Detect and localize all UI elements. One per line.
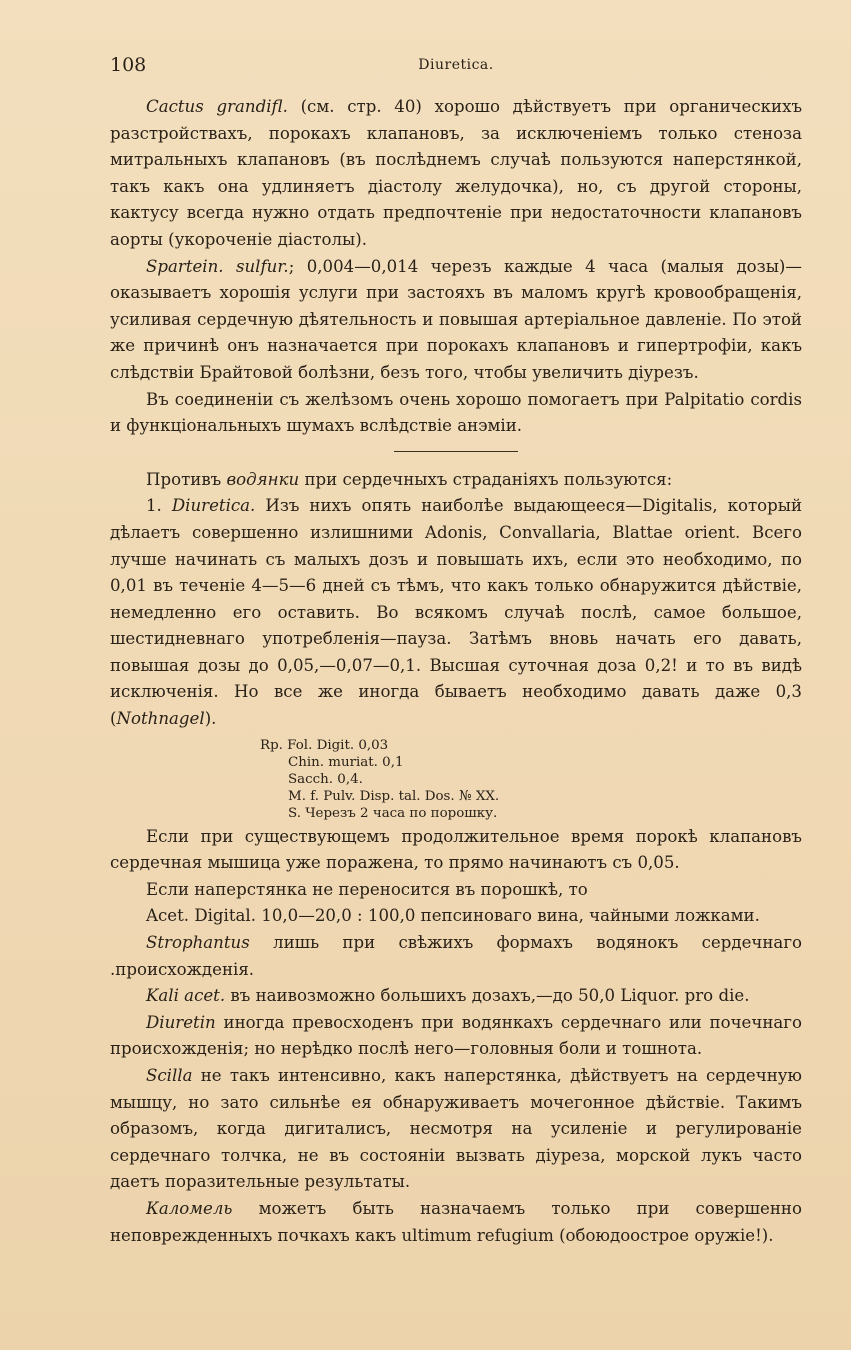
paragraph-diuretin [110, 1010, 802, 1063]
paragraph-text: Изъ нихъ опять наиболѣе выдающееся—Digitalis, который дѣлаетъ совершенно излишними Adonis, Convallaria, Blattae orient. Всего лучше начинать съ малыхъ дозъ и повышать ихъ, если это необходимо, по 0,01 въ теченіе 4—5—6 дней съ тѣмъ, что какъ только обнаружится дѣйствіе, немедленно его оставить. Во всякомъ случаѣ послѣ, самое большое, шестидневнаго употребленія—пауза. Затѣмъ вновь начать его давать, повышая дозы до 0,05,—0,07—0,1. Высшая суточная доза 0,2! и то въ видѣ исключенія. Но все же иногда бываетъ необходимо давать даже 0,3 ( [110, 496, 803, 729]
paragraph-text: въ наивозможно большихъ дозахъ,—до 50,0 Liquor. pro die. [225, 986, 750, 1006]
prescription-line: M. f. Pulv. Disp. tal. Dos. № XX. [288, 788, 500, 804]
paragraph-text: Acet. Digital. 10,0—20,0 : 100,0 пепсиноваго вина, чайными ложками. [146, 906, 760, 926]
paragraph-spartein [110, 254, 802, 387]
drug-name-strophantus: Strophantus [146, 933, 250, 953]
paragraph-powder [110, 877, 802, 904]
page-number: 108 [110, 54, 147, 76]
author-name: Nothnagel [116, 709, 205, 729]
paragraph-text: Въ соединеніи съ желѣзомъ очень хорошо помогаетъ при Palpitatio cordis и функціональныхъ шумахъ вслѣдствіе анэміи. [110, 389, 802, 436]
running-title: Diuretica. [418, 57, 494, 73]
prescription-line: Rp. Fol. Digit. 0,03 [260, 737, 389, 753]
prescription [260, 737, 802, 822]
drug-name-calomel: Каломель [146, 1198, 233, 1218]
page-body [110, 94, 802, 1249]
prescription-line: Chin. muriat. 0,1 [288, 754, 404, 770]
drug-name-spartein: Spartein. sulfur. [146, 256, 289, 276]
paragraph-dropsy-intro [110, 467, 802, 494]
paragraph-strophantus [110, 930, 802, 983]
paragraph-acet [110, 903, 802, 930]
paragraph-kali [110, 983, 802, 1010]
paragraph-cactus [110, 94, 802, 254]
term-diuretica: Diuretica. [171, 496, 256, 516]
paragraph-text: лишь при свѣжихъ формахъ водянокъ сердечнаго .происхожденія. [110, 933, 802, 979]
paragraph-text: Если при существующемъ продолжительное время порокѣ клапановъ сердечная мышица уже поражена, то прямо начинаютъ съ 0,05. [110, 826, 802, 873]
paragraph-text: Если наперстянка не переносится въ порошкѣ, то [146, 879, 588, 899]
paragraph-text: при сердечныхъ страданіяхъ пользуются: [299, 469, 673, 489]
paragraph-text: (см. стр. 40) хорошо дѣйствуетъ при органическихъ разстройствахъ, порокахъ клапановъ, за исключеніемъ только стеноза митральныхъ клапановъ (въ послѣднемъ случаѣ пользуются наперстянкой, такъ какъ она удлиняетъ діастолу желудочка), но, съ другой стороны, кактусу всегда нужно отдать предпочтеніе при недостаточности клапановъ аорты (укороченіе діастолы). [110, 97, 803, 249]
drug-name-scilla: Scilla [146, 1066, 193, 1085]
term-vodyanka: водянки [226, 469, 300, 489]
paragraph-diuretica [110, 493, 802, 732]
paragraph-calomel [110, 1196, 802, 1249]
paragraph-text: ; 0,004—0,014 черезъ каждые 4 часа (малыя дозы)— оказываетъ хорошія услуги при застояхъ въ маломъ кругѣ кровообращенія, усиливая сердечную дѣятельность и повышая артеріальное давленіе. По этой же причинѣ онъ назначается при порокахъ клапановъ и гипертрофіи, какъ слѣдствіи Брайтовой болѣзни, безъ того, чтобы увеличить діурезъ. [110, 256, 802, 382]
prescription-line: Sacch. 0,4. [288, 771, 363, 787]
section-separator [394, 451, 518, 452]
page-header [110, 54, 802, 82]
item-number: 1. [146, 496, 172, 516]
paragraph-text: Противъ [146, 469, 227, 489]
drug-name-kali: Kali acet. [146, 986, 226, 1006]
paragraph-scilla [110, 1063, 802, 1196]
paragraph-text: можетъ быть назначаемъ только при совершенно неповрежденныхъ почкахъ какъ ultimum refugium (обоюдоострое оружіе!). [110, 1198, 802, 1245]
prescription-line: S. Черезъ 2 часа по порошку. [288, 805, 498, 821]
paragraph-existing [110, 824, 802, 877]
drug-name-cactus: Cactus grandifl. [146, 97, 288, 116]
paragraph-text: не такъ интенсивно, какъ наперстянка, дѣйствуетъ на сердечную мышцу, но зато сильнѣе ея обнаруживаетъ мочегонное дѣйствіе. Такимъ образомъ, когда дигиталисъ, несмотря на усиленіе и регулированіе сердечнаго толчка, не въ состояніи вызвать діуреза, морской лукъ часто даетъ поразительные результаты. [110, 1066, 802, 1192]
paragraph-text: ). [204, 709, 217, 729]
paragraph-text: иногда превосходенъ при водянкахъ сердечнаго или почечнаго происхожденія; но нерѣдко послѣ него—головныя боли и тошнота. [110, 1012, 802, 1059]
drug-name-diuretin: Diuretin [146, 1012, 216, 1032]
paragraph-iron [110, 387, 802, 440]
